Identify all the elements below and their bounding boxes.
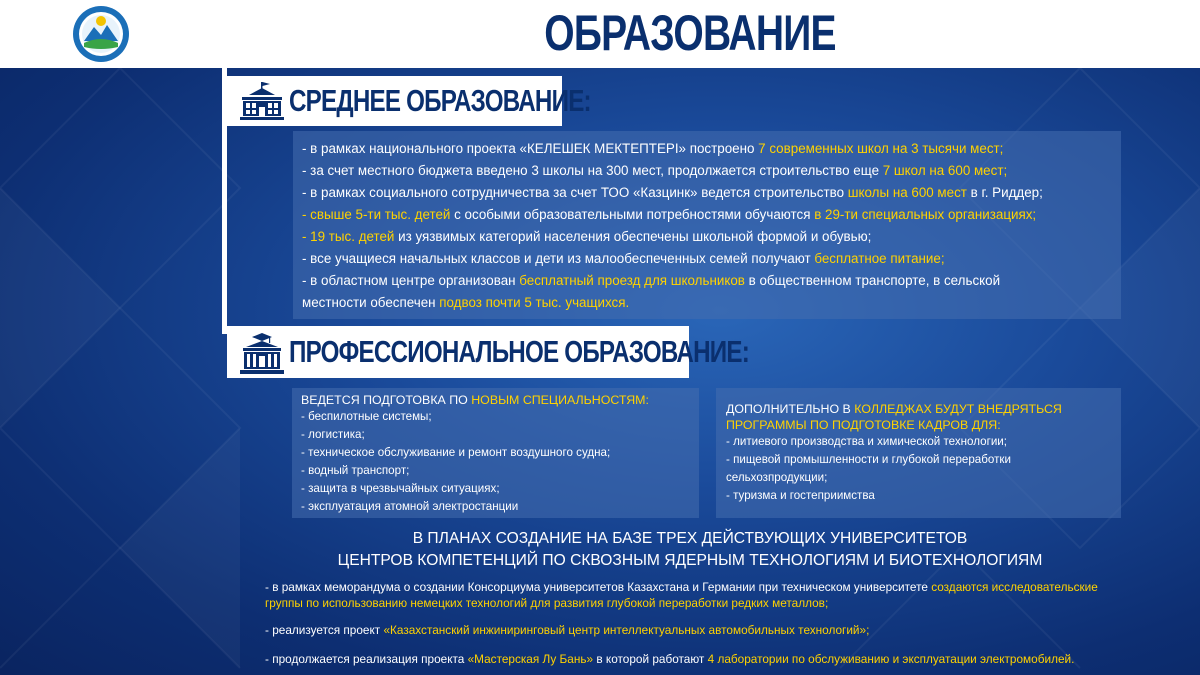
college-program-item: - литиевого производства и химической технологии; [726,435,1007,448]
secondary-education-item: - все учащиеся начальных классов и дети из малообеспеченных семей получают бесплатное питание; [302,251,945,266]
secondary-education-item: - за счет местного бюджета введено 3 школы на 300 мест, продолжается строительство еще 7 школ на 600 мест; [302,163,1008,178]
consortium-paragraph: - в рамках меморандума о создании Консорциума университетов Казахстана и Германии при техническом университете создаются исследовательские группы по использованию немецких технологий для развития глубокой переработки редких металлов; [265,580,1098,610]
college-program-item: сельхозпродукции; [726,471,828,484]
engineering-center-paragraph: - реализуется проект «Казахстанский инжиниринговый центр интеллектуальных автомобильных технологий»; [265,623,870,637]
secondary-education-list [302,138,1043,314]
page-title: ОБРАЗОВАНИЕ [544,5,836,61]
new-specialty-item: - техническое обслуживание и ремонт воздушного судна; [301,446,611,459]
college-programs-list [726,401,1062,505]
secondary-education-item: - свыше 5-ти тыс. детей с особыми образовательными потребностями обучаются в 29-ти специальных организациях; [302,207,1037,222]
page-header [0,0,1200,68]
college-programs-items [726,433,1062,505]
school-building-icon [239,81,285,121]
secondary-education-title: СРЕДНЕЕ ОБРАЗОВАНИЕ: [289,83,591,118]
universities-heading-line-2: ЦЕНТРОВ КОМПЕТЕНЦИЙ ПО СКВОЗНЫМ ЯДЕРНЫМ ТЕХНОЛОГИЯМ И БИОТЕХНОЛОГИЯМ [337,552,1043,569]
new-specialty-item: - эксплуатация атомной электростанции [301,500,519,513]
college-program-item: - пищевой промышленности и глубокой переработки [726,453,1011,466]
college-programs-heading-2: ПРОГРАММЫ ПО ПОДГОТОВКЕ КАДРОВ ДЛЯ: [726,418,1001,432]
secondary-education-item: - в рамках национального проекта «КЕЛЕШЕК МЕКТЕПТЕРІ» построено 7 современных школ на 3 тысячи мест; [302,141,1004,156]
new-specialty-item: - защита в чрезвычайных ситуациях; [301,482,500,495]
secondary-education-item: - 19 тыс. детей из уязвимых категорий населения обеспечены школьной формой и обувью; [302,229,872,244]
region-emblem-logo [72,5,130,63]
college-programs-heading-1: ДОПОЛНИТЕЛЬНО В КОЛЛЕДЖАХ БУДУТ ВНЕДРЯТЬСЯ [726,402,1062,416]
professional-education-header [227,326,749,378]
new-specialty-item: - водный транспорт; [301,464,410,477]
secondary-education-item: - в областном центре организован бесплатный проезд для школьников в общественном транспорте, в сельской [302,273,1001,288]
new-specialty-item: - беспилотные системы; [301,410,432,423]
universities-heading-line-1: В ПЛАНАХ СОЗДАНИЕ НА БАЗЕ ТРЕХ ДЕЙСТВУЮЩИХ УНИВЕРСИТЕТОВ [412,530,968,547]
lu-ban-workshop-paragraph: - продолжается реализация проекта «Мастерская Лу Бань» в которой работают 4 лаборатории по обслуживанию и эксплуатации электромобилей. [265,652,1075,666]
new-specialty-item: - логистика; [301,428,365,441]
universities-heading [300,528,1080,572]
new-specialties-heading: ВЕДЕТСЯ ПОДГОТОВКА ПО НОВЫМ СПЕЦИАЛЬНОСТЯМ: [301,393,649,407]
secondary-education-header [227,76,591,126]
secondary-education-item: местности обеспечен подвоз почти 5 тыс. учащихся. [302,295,630,310]
professional-education-title: ПРОФЕССИОНАЛЬНОЕ ОБРАЗОВАНИЕ: [289,334,749,369]
college-building-icon [239,332,285,372]
secondary-education-item: - в рамках социального сотрудничества за счет ТОО «Казцинк» ведется строительство школы на 600 мест в г. Риддер; [302,185,1043,200]
new-specialties-items [301,408,649,516]
new-specialties-list [301,392,649,516]
college-program-item: - туризма и гостеприимства [726,489,875,502]
